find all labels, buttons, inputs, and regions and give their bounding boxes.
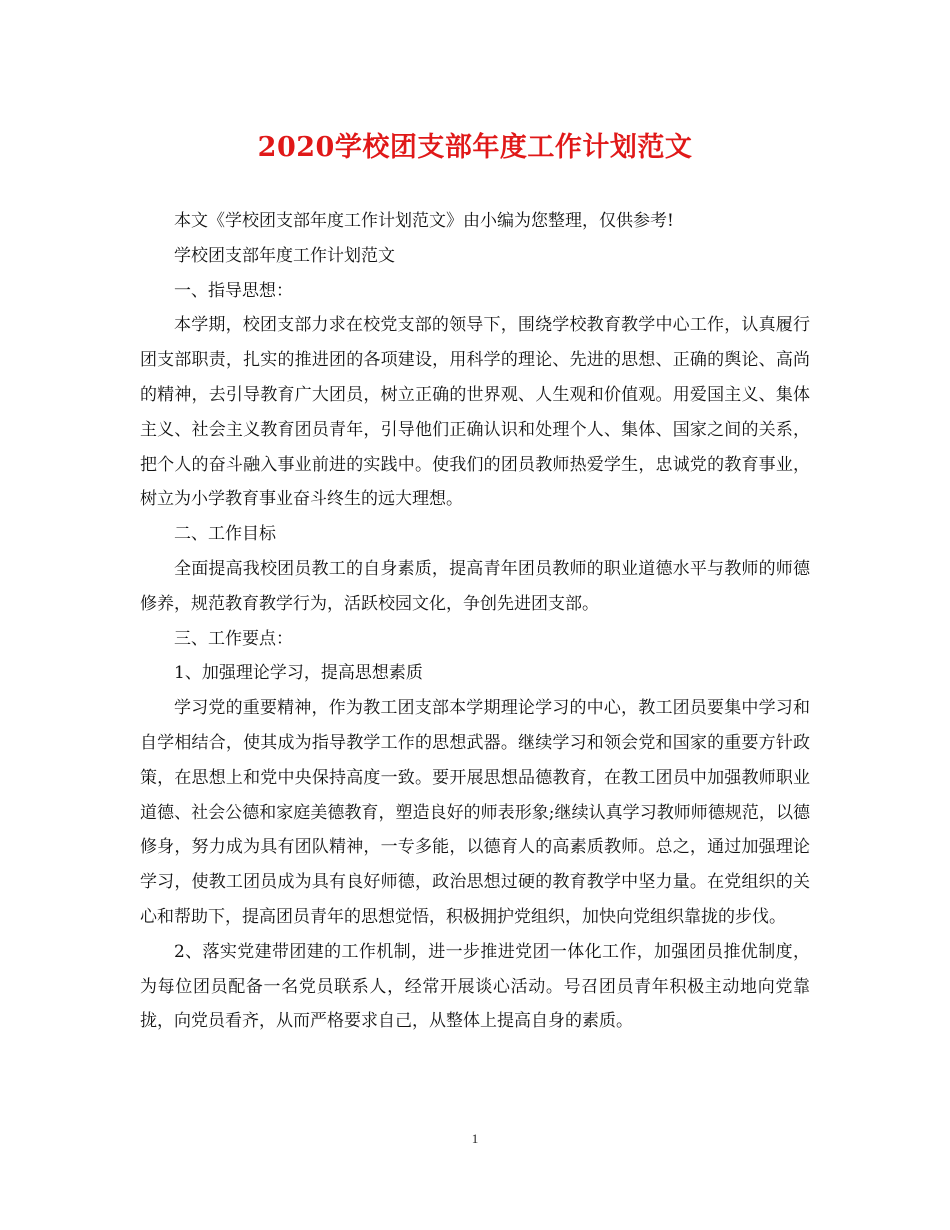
work-point-2-paragraph: 2、落实党建带团建的工作机制，进一步推进党团一体化工作，加强团员推优制度，为每位团员配备一名党员联系人，经常开展谈心活动。号召团员青年积极主动地向党靠拢，向党员看齐，从而严格要求自己，从整体上提高自身的素质。 bbox=[140, 941, 810, 1032]
guiding-thought-paragraph: 本学期，校团支部力求在校党支部的领导下，围绕学校教育教学中心工作，认真履行团支部职责，扎实的推进团的各项建设，用科学的理论、先进的思想、正确的舆论、高尚的精神，去引导教育广大团员，树立正确的世界观、人生观和价值观。用爱国主义、集体主义、社会主义教育团员青年，引导他们正确认识和处理个人、集体、国家之间的关系，把个人的奋斗融入事业前进的实践中。使我们的团员教师热爱学生，忠诚党的教育事业，树立为小学教育事业奋斗终生的远大理想。 bbox=[140, 315, 810, 510]
section-heading-work-goals: 二、工作目标 bbox=[174, 524, 276, 545]
section-heading-guiding-thought: 一、指导思想： bbox=[174, 280, 293, 301]
document-title: 2020学校团支部年度工作计划范文 bbox=[257, 132, 693, 163]
section-heading-work-points: 三、工作要点： bbox=[174, 628, 293, 649]
work-goals-paragraph: 全面提高我校团员教工的自身素质，提高青年团员教师的职业道德水平与教师的师德修养，规范教育教学行为，活跃校园文化，争创先进团支部。 bbox=[140, 558, 810, 614]
document-body bbox=[140, 204, 810, 1039]
intro-paragraph: 本文《学校团支部年度工作计划范文》由小编为您整理，仅供参考! bbox=[174, 211, 674, 231]
subtitle-paragraph: 学校团支部年度工作计划范文 bbox=[174, 245, 395, 266]
work-point-1-paragraph: 学习党的重要精神，作为教工团支部本学期理论学习的中心，教工团员要集中学习和自学相结合，使其成为指导教学工作的思想武器。继续学习和领会党和国家的重要方针政策，在思想上和党中央保持高度一致。要开展思想品德教育，在教工团员中加强教师职业道德、社会公德和家庭美德教育，塑造良好的师表形象;继续认真学习教师师德规范，以德修身，努力成为具有团队精神，一专多能，以德育人的高素质教师。总之，通过加强理论学习，使教工团员成为具有良好师德，政治思想过硬的教育教学中坚力量。在党组织的关心和帮助下，提高团员青年的思想觉悟，积极拥护党组织，加快向党组织靠拢的步伐。 bbox=[140, 698, 810, 927]
work-point-1-heading: 1、加强理论学习，提高思想素质 bbox=[174, 663, 423, 684]
page-number: 1 bbox=[471, 1131, 479, 1146]
